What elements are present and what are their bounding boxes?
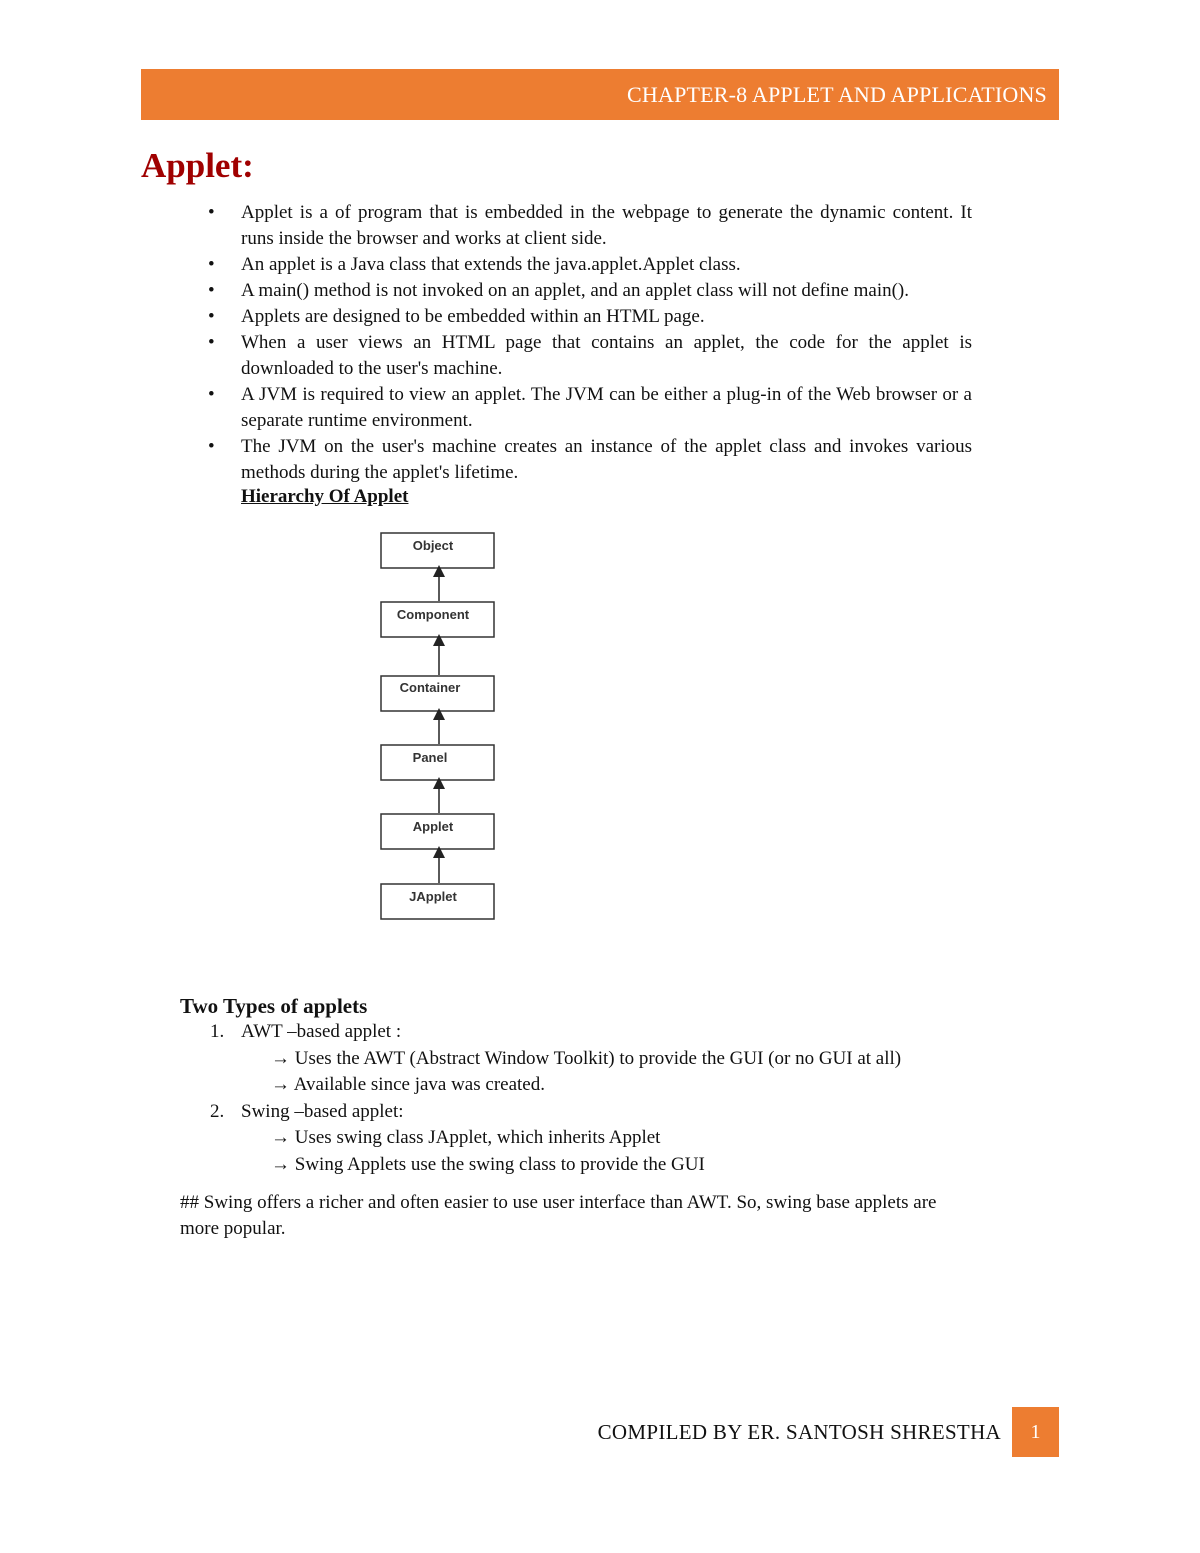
hierarchy-node-object <box>381 533 494 568</box>
bullet-item: • When a user views an HTML page that contains an applet, the code for the applet is downloaded to the user's machine. <box>200 330 972 382</box>
type-label: Swing –based applet: <box>241 1100 404 1122</box>
type-point: → Available since java was created. <box>271 1074 545 1095</box>
chapter-title: CHAPTER-8 APPLET AND APPLICATIONS <box>627 81 1047 107</box>
svg-text:JApplet: JApplet <box>409 889 457 904</box>
bullet-item: • An applet is a Java class that extends the java.applet.Applet class. <box>200 252 972 278</box>
type-point: → Swing Applets use the swing class to provide the GUI <box>271 1153 705 1175</box>
hierarchy-heading: Hierarchy Of Applet <box>241 486 409 507</box>
page-number: 1 <box>1012 1407 1059 1457</box>
type-point: → Uses swing class JApplet, which inherits Applet <box>271 1127 661 1148</box>
hierarchy-diagram <box>370 525 510 925</box>
type-points <box>241 1125 980 1178</box>
page-title: Applet: <box>141 146 254 185</box>
bullet-item: • A JVM is required to view an applet. The JVM can be either a plug-in of the Web browser or a separate runtime environment. <box>200 382 972 434</box>
applet-bullet-list <box>200 200 972 486</box>
svg-text:Applet: Applet <box>412 819 454 834</box>
types-heading: Two Types of applets <box>180 994 368 1018</box>
swing-note: ## Swing offers a richer and often easier to use user interface than AWT. So, swing base applets are more popular. <box>180 1192 937 1239</box>
footer-compiled-by: COMPILED BY ER. SANTOSH SHRESTHA <box>597 1420 1001 1444</box>
svg-text:Container: Container <box>399 680 461 695</box>
hierarchy-node-panel <box>381 745 494 780</box>
type-item-swing <box>180 1099 980 1179</box>
bullet-item: • The JVM on the user's machine creates an instance of the applet class and invokes various methods during the applet's lifetime. <box>200 434 972 486</box>
applet-types-list <box>180 1019 980 1178</box>
type-label: AWT –based applet : <box>241 1021 402 1042</box>
hierarchy-node-container <box>381 676 494 711</box>
type-points <box>241 1046 980 1099</box>
hierarchy-node-component <box>381 602 494 637</box>
svg-text:Object: Object <box>412 538 454 553</box>
type-item-awt <box>180 1019 980 1099</box>
hierarchy-node-japplet <box>381 884 494 919</box>
list-number: 2. <box>210 1100 225 1122</box>
chapter-header-bar <box>141 69 1059 120</box>
svg-text:Panel: Panel <box>412 750 448 765</box>
bullet-item: • Applets are designed to be embedded within an HTML page. <box>200 304 972 330</box>
svg-text:Component: Component <box>396 607 470 622</box>
type-point: → Uses the AWT (Abstract Window Toolkit) to provide the GUI (or no GUI at all) <box>271 1047 902 1069</box>
bullet-item: • A main() method is not invoked on an applet, and an applet class will not define main(). <box>200 278 972 304</box>
list-number: 1. <box>210 1021 225 1042</box>
hierarchy-node-applet <box>381 814 494 849</box>
bullet-item: • Applet is a of program that is embedded in the webpage to generate the dynamic content. It runs inside the browser and works at client side. <box>200 200 972 252</box>
